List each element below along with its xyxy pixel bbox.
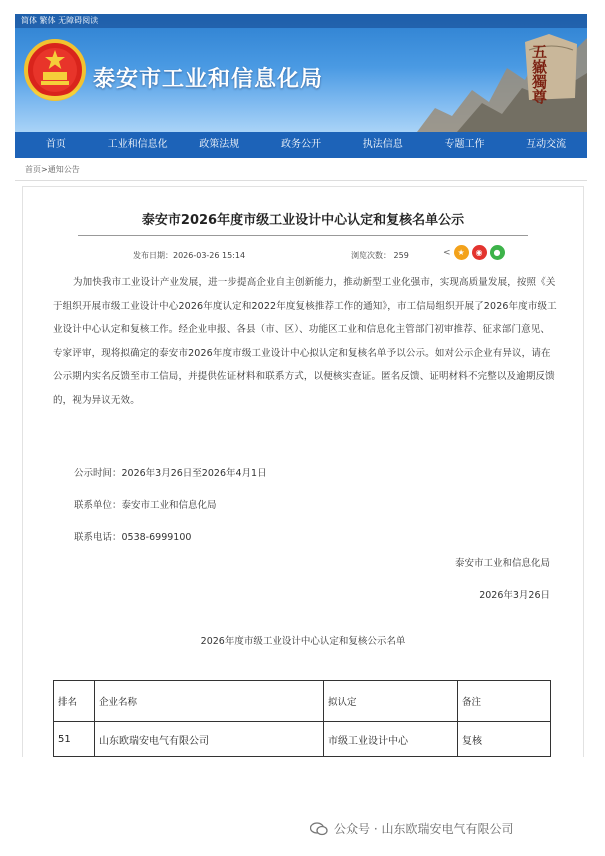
watermark-text: 公众号 · 山东欧瑞安电气有限公司 xyxy=(334,822,514,836)
table-header-cell: 拟认定 xyxy=(324,681,458,722)
table-header-cell: 备注 xyxy=(458,681,551,722)
nav-item-enforcement[interactable]: 执法信息 xyxy=(362,139,403,150)
table-row xyxy=(54,722,551,757)
site-banner xyxy=(15,14,587,132)
publicity-period: 公示时间：2026年3月26日至2026年4月1日 xyxy=(74,468,267,479)
weibo-icon[interactable]: ◉ xyxy=(472,245,487,260)
stone-inscription: 五嶽獨尊 xyxy=(530,44,548,104)
contact-phone: 联系电话：0538-6999100 xyxy=(74,532,192,543)
table-cell: 山东欧瑞安电气有限公司 xyxy=(95,722,324,757)
wechat-icon[interactable]: ● xyxy=(490,245,505,260)
table-header-row xyxy=(54,681,551,722)
nav-item-industry-info[interactable]: 工业和信息化 xyxy=(107,139,168,150)
title-divider xyxy=(78,235,528,236)
top-bar xyxy=(15,14,587,28)
table-cell: 51 xyxy=(54,722,95,757)
view-count: 浏览次数： 259 xyxy=(351,251,409,260)
table-header-cell: 排名 xyxy=(54,681,95,722)
share-bar xyxy=(443,245,505,260)
main-paragraph: 为加快我市工业设计产业发展，进一步提高企业自主创新能力，推动新型工业化强市，实现高质量发展，按照《关于组织开展市级工业设计中心2026年度认定和2022年度复核推荐工作的通知》，市工信局组织开展了2026年度市级工业设计中心认定和复核工作。经企业申报、各县（市、区）、功能区工业和信息化主管部门初审推荐、征求部门意见、专家评审，现将拟确定的泰安市2026年度市级工业设计中心拟认定和复核名单予以公示。如对公示企业有异议，请在公示期内实名反馈至市工信局，并提供佐证材料和联系方式，以便核实查证。匿名反馈、证明材料不完整以及逾期反馈的，视为异议无效。 xyxy=(53,277,557,406)
contact-unit: 联系单位：泰安市工业和信息化局 xyxy=(74,500,217,511)
watermark xyxy=(310,820,513,837)
table-cell: 市级工业设计中心 xyxy=(324,722,458,757)
nav-item-home[interactable]: 首页 xyxy=(45,139,66,150)
breadcrumb-text[interactable]: 首页>通知公告 xyxy=(25,165,80,174)
article-container xyxy=(22,186,584,757)
signature: 泰安市工业和信息化局 xyxy=(454,558,550,569)
share-icon[interactable]: < xyxy=(443,247,451,258)
language-links[interactable]: 简体 繁体 无障碍阅读 xyxy=(21,16,99,25)
table-cell: 复核 xyxy=(458,722,551,757)
article-title: 泰安市2026年度市级工业设计中心认定和复核名单公示 xyxy=(141,213,465,228)
nav-item-interaction[interactable]: 互动交流 xyxy=(526,139,567,150)
wechat-official-icon xyxy=(310,822,328,836)
national-emblem-icon xyxy=(23,38,87,102)
sign-date: 2026年3月26日 xyxy=(479,590,550,601)
site-title[interactable]: 泰安市工业和信息化局 xyxy=(93,67,324,92)
publish-date: 发布日期：2026-03-26 15:14 xyxy=(133,251,246,260)
list-title: 2026年度市级工业设计中心认定和复核公示名单 xyxy=(200,636,406,647)
mount-tai-stone-image xyxy=(417,28,587,132)
qzone-star-icon[interactable]: ★ xyxy=(454,245,469,260)
article-body xyxy=(53,271,558,412)
nav-item-policy[interactable]: 政策法规 xyxy=(199,139,240,150)
breadcrumb xyxy=(15,160,587,181)
result-table xyxy=(53,680,551,757)
nav-item-gov-affairs[interactable]: 政务公开 xyxy=(281,139,322,150)
nav-item-special-work[interactable]: 专题工作 xyxy=(444,139,485,150)
table-header-cell: 企业名称 xyxy=(95,681,324,722)
main-nav xyxy=(15,132,587,158)
